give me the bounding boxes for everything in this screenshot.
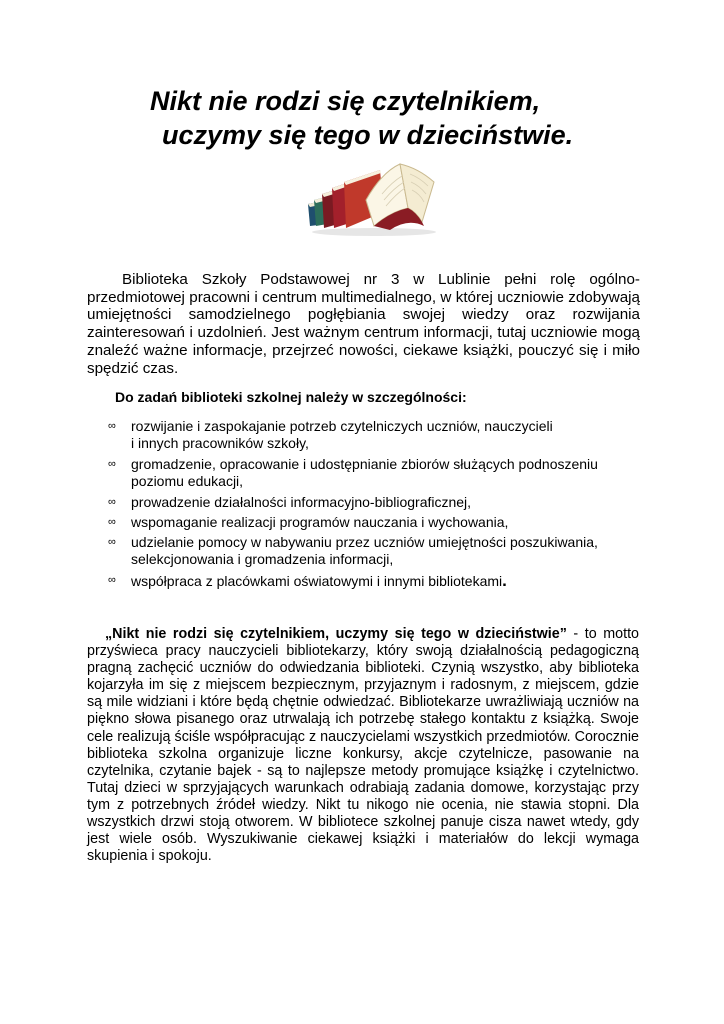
infinity-bullet-icon: ∞ [108,420,116,432]
list-item [108,572,648,592]
list-item-line: poziomu edukacji, [131,473,244,489]
list-item [108,514,648,534]
motto-quote: „Nikt nie rodzi się czytelnikiem, uczymy się tego w dzieciństwie” [105,626,567,642]
infinity-bullet-icon: ∞ [108,516,116,528]
list-item-line: współpraca z placówkami oświatowymi i innymi bibliotekami [131,573,503,589]
tasks-heading: Do zadań biblioteki szkolnej należy w szczególności: [115,389,467,405]
list-item [108,494,648,514]
list-item [108,418,648,456]
list-item [108,456,648,494]
list-item-period: . [502,571,507,590]
infinity-bullet-icon: ∞ [108,458,116,470]
list-item-line: udzielanie pomocy w nabywaniu przez uczniów umiejętności poszukiwania, [131,534,598,550]
motto-paragraph [87,626,639,865]
title-line-1: Nikt nie rodzi się czytelnikiem, [150,86,541,116]
title-line-2: uczymy się tego w dzieciństwie. [162,120,574,150]
infinity-bullet-icon: ∞ [108,574,116,586]
list-item-line: rozwijanie i zaspokajanie potrzeb czytelniczych uczniów, nauczycieli [131,418,553,434]
infinity-bullet-icon: ∞ [108,496,116,508]
list-item-line: i innych pracowników szkoły, [131,435,309,451]
motto-body: - to motto przyświeca pracy nauczycieli bibliotekarzy, który swoją działalnością pedagogiczną pragną zachęcić uczniów do odwiedzania biblioteki. Czynią wszystko, aby biblioteka kojarzyła im się z miejscem bezpiecznym, przyjaznym i radosnym, z miejscem, gdzie są mile widziani i które będą chętnie odwiedzać. Bibliotekarze uwrażliwiają uczniów na piękno słowa pisanego oraz utrwalają ich potrzebę stałego kontaktu z książką. Swoje cele realizują ściśle współpracując z nauczycielami wszystkich przedmiotów. Corocznie biblioteka szkolna organizuje liczne konkursy, akcje czytelnicze, pasowanie na czytelnika, czytanie bajek - są to najlepsze metody promujące książkę i czytelnictwo. Tutaj dzieci w sprzyjających warunkach odrabiają zadania domowe, korzystając przy tym z potrzebnych źródeł wiedzy. Nikt tu nikogo nie ocenia, nie stawia stopni. Dla wszystkich drzwi stoją otworem. W bibliotece szkolnej panuje cisza nawet wtedy, gdy jest wiele osób. Wyszukiwanie ciekawej książki i materiałów do lekcji wymaga skupienia i spokoju. [87,626,639,865]
intro-paragraph: Biblioteka Szkoły Podstawowej nr 3 w Lublinie pełni rolę ogólno-przedmiotowej pracowni i centrum multimedialnego, w której uczniowie zdobywają umiejętności samodzielnego pogłębiania swojej wiedzy oraz rozwijania zainteresowań i uzdolnień. Jest ważnym centrum informacji, tutaj uczniowie mogą znaleźć ważne informacje, przejrzeć nowości, ciekawe książki, pouczyć się i miło spędzić czas. [87,271,640,377]
tasks-list [108,418,648,592]
list-item-line: selekcjonowania i gromadzenia informacji, [131,551,394,567]
page-title [150,84,650,152]
infinity-bullet-icon: ∞ [108,536,116,548]
stack-of-books-icon [304,160,440,236]
list-item-line: prowadzenie działalności informacyjno-bibliograficznej, [131,494,472,510]
list-item [108,534,648,572]
list-item-line: gromadzenie, opracowanie i udostępnianie zbiorów służących podnoszeniu [131,456,598,472]
list-item-line: wspomaganie realizacji programów nauczania i wychowania, [131,514,509,530]
